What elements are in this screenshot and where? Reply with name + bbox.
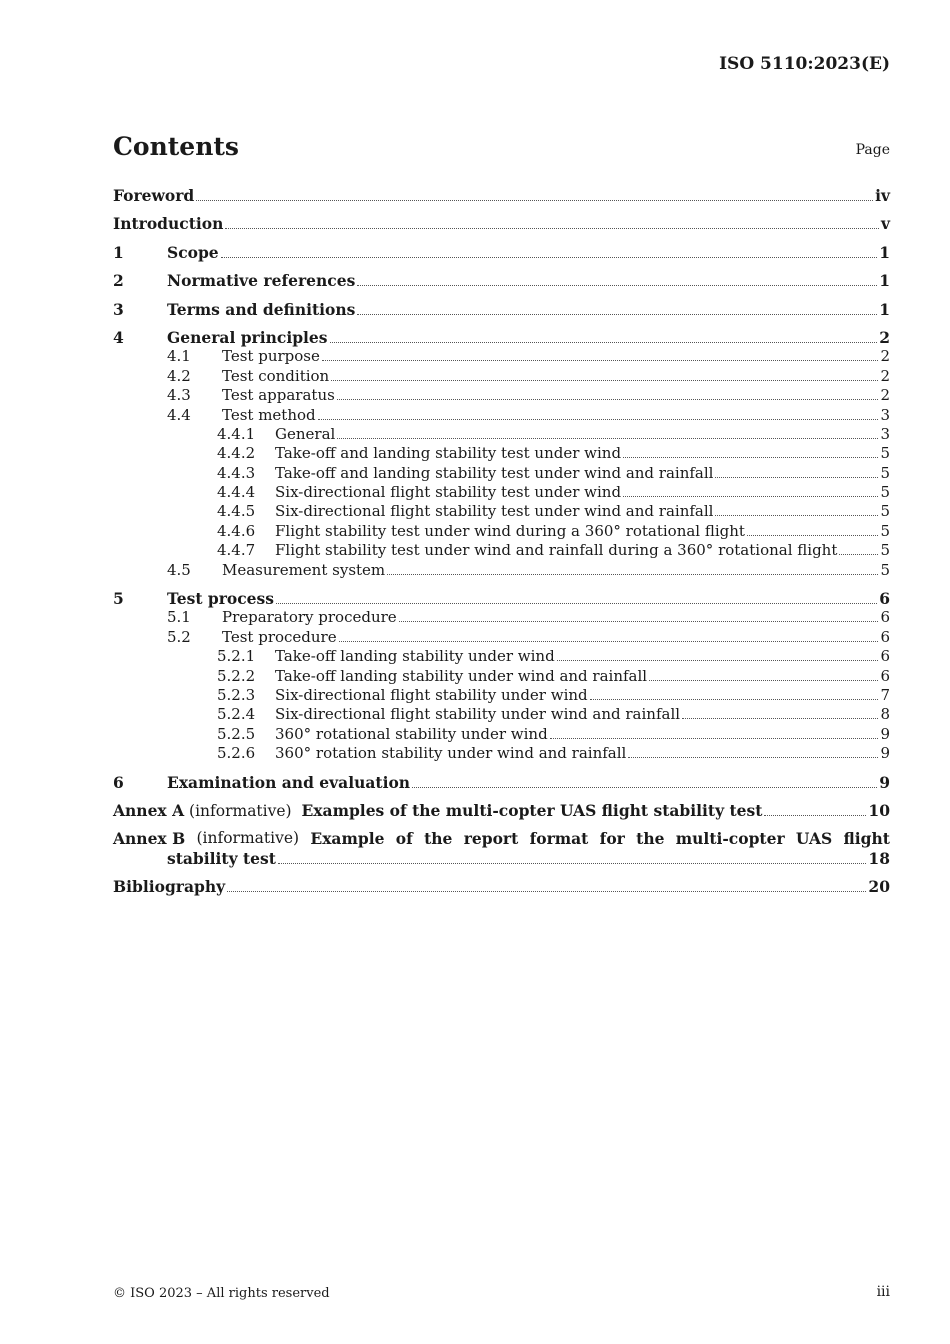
toc-entry[interactable] <box>113 386 890 405</box>
toc-entry[interactable] <box>113 464 890 483</box>
toc-entry-title: Take-off and landing stability test under wind <box>275 444 622 463</box>
leader-dots <box>839 541 878 555</box>
toc-entry-page: v <box>880 214 890 234</box>
toc-entry-number: 4.4 <box>167 405 191 424</box>
leader-dots <box>590 686 879 700</box>
toc-entry-page: 6 <box>879 589 890 609</box>
annex-b-title-word: report <box>463 829 519 849</box>
annex-b-title-cont: stability test <box>167 848 276 868</box>
leader-dots <box>399 608 879 622</box>
leader-dots <box>339 628 879 642</box>
toc-entry-page: 6 <box>880 627 890 646</box>
leader-dots <box>337 425 878 439</box>
page-title: Contents <box>113 132 240 161</box>
toc-entry[interactable] <box>113 328 890 347</box>
leader-dots <box>550 725 879 739</box>
toc-entry[interactable] <box>113 300 890 319</box>
annex-b-title-word: multi-copter <box>675 829 785 849</box>
toc-entry-title: Introduction <box>113 214 224 234</box>
leader-dots <box>557 647 879 661</box>
leader-dots <box>357 301 877 315</box>
leader-dots <box>628 744 878 758</box>
toc-entry-page: 2 <box>880 347 890 366</box>
toc-entry-title: Six-directional flight stability under wind <box>275 685 588 704</box>
toc-entry-number: 4.3 <box>167 386 191 405</box>
toc-entry[interactable] <box>113 243 890 262</box>
leader-dots <box>337 386 879 400</box>
toc-entry[interactable] <box>113 541 890 560</box>
toc-entry-title: Take-off landing stability under wind and rainfall <box>275 666 648 685</box>
bibliography-title: Bibliography <box>113 877 226 897</box>
annex-b-title-word: UAS <box>795 829 833 849</box>
toc-entry-number: 3 <box>113 299 124 319</box>
annex-b-page: 18 <box>868 848 890 868</box>
toc-entry-title: Test apparatus <box>222 386 335 405</box>
toc-entry-page: 1 <box>879 271 890 291</box>
leader-dots <box>227 878 866 892</box>
leader-dots <box>715 502 878 516</box>
toc-entry-page: 6 <box>880 666 890 685</box>
annex-b-title-word: format <box>529 829 589 849</box>
annex-a-page: 10 <box>868 800 890 820</box>
toc-entry[interactable] <box>113 647 890 666</box>
annex-b-title-word: flight <box>843 829 890 849</box>
toc-entry-page: iv <box>875 186 890 205</box>
toc-entry-page: 3 <box>880 424 890 443</box>
page-column-label: Page <box>855 142 890 158</box>
leader-dots <box>276 590 877 604</box>
leader-dots <box>747 522 878 536</box>
document-id: ISO 5110:2023(E) <box>719 54 890 74</box>
toc-entry[interactable] <box>113 483 890 502</box>
toc-entry-page: 5 <box>880 560 890 579</box>
toc-entry-page: 7 <box>880 685 890 704</box>
toc-entry-page: 2 <box>880 366 890 385</box>
leader-dots <box>330 329 878 343</box>
toc-entry-page: 6 <box>880 647 890 666</box>
toc-entry-page: 9 <box>880 724 890 743</box>
toc-entry-page: 9 <box>879 772 890 792</box>
toc-entry-page: 5 <box>880 463 890 482</box>
leader-dots <box>623 483 878 497</box>
toc-entry-title: Test purpose <box>222 347 320 366</box>
leader-dots <box>331 367 878 381</box>
toc-entry-number: 5.2.1 <box>217 647 256 666</box>
annex-b-title-word: the <box>424 829 453 849</box>
toc-entry-page: 6 <box>880 608 890 627</box>
toc-entry-title: Take-off landing stability under wind <box>275 647 555 666</box>
toc-entry-title: Test condition <box>222 366 330 385</box>
toc-entry-title: Foreword <box>113 186 195 205</box>
page-number: iii <box>876 1284 890 1300</box>
toc-entry-page: 5 <box>880 483 890 502</box>
annex-b-title-line <box>113 829 890 848</box>
toc-entry[interactable] <box>113 347 890 366</box>
toc-entry[interactable] <box>113 561 890 580</box>
toc-entry-title: Terms and definitions <box>167 299 356 319</box>
toc-entry-title: Six-directional flight stability under wind and rainfall <box>275 705 681 724</box>
toc-entry[interactable] <box>113 686 890 705</box>
table-of-contents <box>113 186 890 897</box>
toc-entry-page: 9 <box>880 744 890 763</box>
leader-dots <box>225 215 879 229</box>
annex-b-title-word: for <box>599 829 625 849</box>
toc-entry[interactable] <box>113 608 890 627</box>
toc-entry-title: General <box>275 424 336 443</box>
toc-rows <box>113 186 890 792</box>
toc-entry-title: Measurement system <box>222 560 386 579</box>
toc-entry-number: 4.5 <box>167 560 191 579</box>
toc-entry[interactable] <box>113 444 890 463</box>
leader-dots <box>764 802 866 816</box>
toc-entry-title: Take-off and landing stability test under wind and rainfall <box>275 463 714 482</box>
annex-b-title-word: of <box>395 829 413 849</box>
toc-entry-number: 5.2.6 <box>217 744 256 763</box>
toc-entry-title: Test method <box>222 405 316 424</box>
toc-entry-page: 2 <box>880 386 890 405</box>
toc-entry-number: 4.1 <box>167 347 191 366</box>
toc-entry-title: 360° rotational stability under wind <box>275 724 548 743</box>
toc-entry[interactable] <box>113 628 890 647</box>
toc-entry-title: Normative references <box>167 271 356 291</box>
leader-dots <box>682 705 878 719</box>
annex-a-type: (informative) <box>189 801 292 820</box>
leader-dots <box>278 850 867 864</box>
toc-entry-title: Flight stability test under wind and rainfall during a 360° rotational flight <box>275 541 838 560</box>
toc-entry-page: 3 <box>880 405 890 424</box>
annex-b-title-word: the <box>636 829 665 849</box>
toc-entry-number: 6 <box>113 772 124 792</box>
toc-entry-title: Preparatory procedure <box>222 608 397 627</box>
toc-entry[interactable] <box>113 186 890 205</box>
toc-entry-page: 5 <box>880 444 890 463</box>
annex-b-title-continuation <box>113 849 890 868</box>
toc-entry-title: Examination and evaluation <box>167 772 411 792</box>
leader-dots <box>196 187 873 201</box>
toc-entry-number: 4.4.4 <box>217 483 256 502</box>
copyright-footer: © ISO 2023 – All rights reserved <box>113 1286 330 1301</box>
leader-dots <box>623 444 878 458</box>
toc-entry-number: 4.4.2 <box>217 444 256 463</box>
toc-entry-annex-a[interactable] <box>113 801 890 820</box>
bibliography-page: 20 <box>868 877 890 897</box>
toc-entry[interactable] <box>113 725 890 744</box>
toc-entry-number: 4.2 <box>167 366 191 385</box>
leader-dots <box>412 774 877 788</box>
annex-b-label: Annex B <box>113 829 186 849</box>
annex-a-title: Examples of the multi-copter UAS flight stability test <box>301 800 763 820</box>
toc-entry-number: 5.2.2 <box>217 666 256 685</box>
toc-entry-page: 5 <box>880 502 890 521</box>
toc-entry-number: 4.4.3 <box>217 463 256 482</box>
toc-entry-title: Test process <box>167 589 274 609</box>
leader-dots <box>357 272 877 286</box>
leader-dots <box>318 406 879 420</box>
toc-entry[interactable] <box>113 425 890 444</box>
toc-entry[interactable] <box>113 589 890 608</box>
toc-entry[interactable] <box>113 667 890 686</box>
toc-entry[interactable] <box>113 705 890 724</box>
toc-entry-number: 4 <box>113 327 124 347</box>
toc-entry-title: 360° rotation stability under wind and rainfall <box>275 744 627 763</box>
toc-entry[interactable] <box>113 522 890 541</box>
toc-entry-number: 5 <box>113 589 124 609</box>
toc-entry-title: Test procedure <box>222 627 337 646</box>
toc-entry-number: 5.2.4 <box>217 705 256 724</box>
annex-b-title-word: Example <box>310 829 385 849</box>
toc-entry-bibliography[interactable] <box>113 877 890 896</box>
toc-entry-page: 5 <box>880 541 890 560</box>
leader-dots <box>387 561 878 575</box>
toc-entry[interactable] <box>113 744 890 763</box>
toc-entry-number: 4.4.6 <box>217 521 256 540</box>
toc-entry-title: Six-directional flight stability test under wind and rainfall <box>275 502 714 521</box>
leader-dots <box>322 347 879 361</box>
toc-entry-page: 1 <box>879 242 890 262</box>
toc-entry[interactable] <box>113 502 890 521</box>
toc-entry-page: 2 <box>879 327 890 347</box>
toc-entry-title: Scope <box>167 242 219 262</box>
toc-entry-number: 4.4.7 <box>217 541 256 560</box>
toc-entry[interactable] <box>113 773 890 792</box>
toc-entry[interactable] <box>113 271 890 290</box>
toc-entry[interactable] <box>113 406 890 425</box>
toc-entry[interactable] <box>113 214 890 233</box>
toc-entry-title: Flight stability test under wind during a 360° rotational flight <box>275 521 745 540</box>
annex-b-type: (informative) <box>196 829 300 848</box>
toc-entry[interactable] <box>113 367 890 386</box>
toc-entry-number: 5.2 <box>167 627 191 646</box>
leader-dots <box>715 464 878 478</box>
annex-a-label: Annex A <box>113 800 185 820</box>
toc-entry-title: General principles <box>167 327 328 347</box>
toc-entry-number: 5.2.3 <box>217 685 256 704</box>
leader-dots <box>221 244 878 258</box>
toc-entry-page: 1 <box>879 299 890 319</box>
toc-entry-title: Six-directional flight stability test under wind <box>275 483 622 502</box>
toc-entry-number: 1 <box>113 242 124 262</box>
toc-entry-number: 5.1 <box>167 608 191 627</box>
toc-entry-number: 5.2.5 <box>217 724 256 743</box>
toc-entry-page: 5 <box>880 521 890 540</box>
toc-entry-number: 2 <box>113 271 124 291</box>
leader-dots <box>649 667 878 681</box>
toc-entry-number: 4.4.5 <box>217 502 256 521</box>
toc-entry-page: 8 <box>880 705 890 724</box>
toc-entry-number: 4.4.1 <box>217 424 256 443</box>
toc-entry-annex-b[interactable] <box>113 829 890 868</box>
